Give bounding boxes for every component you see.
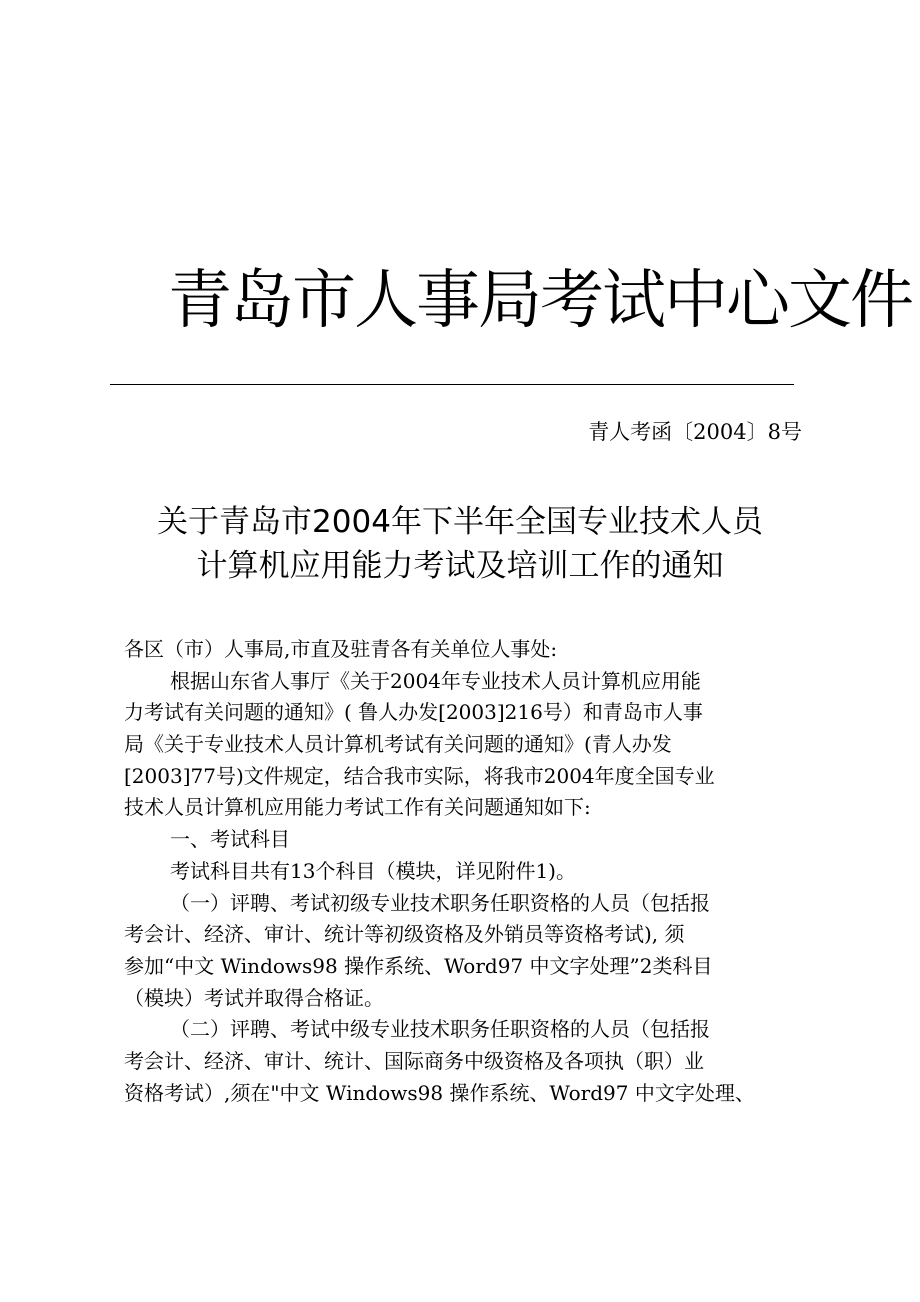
body-text-line: 资格考试）,须在"中文 Windows98 操作系统、Word97 中文字处理、 <box>124 1080 755 1105</box>
body-text-line: （一）评聘、考试初级专业技术职务任职资格的人员（包括报 <box>170 890 710 915</box>
body-text-line: 力考试有关问题的通知》( 鲁人办发[2003]216号）和青岛市人事 <box>124 700 703 725</box>
notice-title-line: 计算机应用能力考试及培训工作的通知 <box>196 548 724 584</box>
body-text-line: [2003]77号)文件规定，结合我市实际，将我市2004年度全国专业 <box>124 763 715 788</box>
body-text-line: 局《关于专业技术人员计算机考试有关问题的通知》(青人办发 <box>124 732 672 757</box>
masthead-divider <box>110 384 794 385</box>
body-text-line: 参加“中文 Windows98 操作系统、Word97 中文字处理”2类科目 <box>124 953 713 978</box>
notice-title-line: 关于青岛市2004年下半年全国专业技术人员 <box>157 504 763 540</box>
notice-body <box>124 634 814 1109</box>
notice-title <box>110 500 810 588</box>
body-text-line: 各区（市）人事局,市直及驻青各有关单位人事处: <box>124 637 558 661</box>
body-text-line: 一、考试科目 <box>170 827 290 852</box>
body-text-line: 根据山东省人事厅《关于2004年专业技术人员计算机应用能 <box>170 668 701 693</box>
document-number: 青人考函〔2004〕8号 <box>588 420 802 444</box>
body-text-line: （模块）考试并取得合格证。 <box>124 985 384 1010</box>
body-text-line: 考会计、经济、审计、统计、国际商务中级资格及各项执（职）业 <box>124 1048 704 1073</box>
body-text-line: 考试科目共有13个科目（模块，详见附件1)。 <box>170 858 576 883</box>
body-text-line: （二）评聘、考试中级专业技术职务任职资格的人员（包括报 <box>170 1017 710 1042</box>
document-masthead: 青岛市人事局考试中心文件 <box>168 264 912 338</box>
body-text-line: 考会计、经济、审计、统计等初级资格及外销员等资格考试), 须 <box>124 922 685 947</box>
body-text-line: 技术人员计算机应用能力考试工作有关问题通知如下: <box>124 795 591 820</box>
